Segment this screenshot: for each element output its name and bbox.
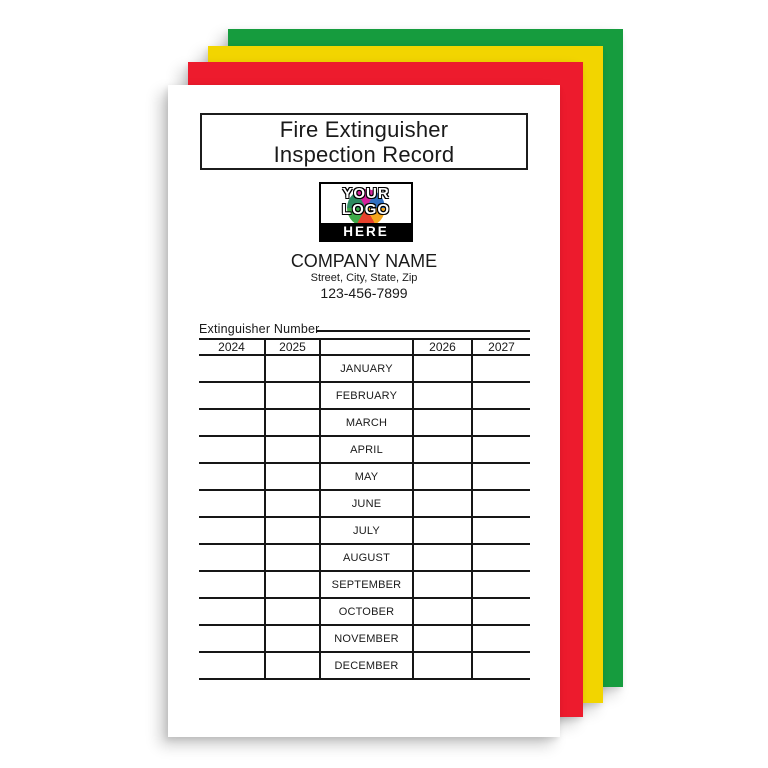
inspection-table-body xyxy=(199,355,530,679)
month-label: DECEMBER xyxy=(320,652,413,679)
inspection-entry-cell xyxy=(472,436,530,463)
inspection-entry-cell xyxy=(265,571,320,598)
inspection-entry-cell xyxy=(472,625,530,652)
company-phone: 123-456-7899 xyxy=(320,285,408,301)
inspection-entry-cell xyxy=(413,355,472,382)
inspection-entry-cell xyxy=(413,517,472,544)
inspection-entry-cell xyxy=(199,571,265,598)
inspection-entry-cell xyxy=(472,598,530,625)
inspection-table xyxy=(199,338,530,680)
month-label: AUGUST xyxy=(320,544,413,571)
inspection-entry-cell xyxy=(472,409,530,436)
inspection-entry-cell xyxy=(413,625,472,652)
month-label: SEPTEMBER xyxy=(320,571,413,598)
logo-text-here: HERE xyxy=(321,223,411,240)
extinguisher-number-blank-line xyxy=(317,330,530,332)
inspection-entry-cell xyxy=(265,652,320,679)
inspection-entry-cell xyxy=(472,355,530,382)
inspection-entry-cell xyxy=(265,544,320,571)
logo-text-your: YOUR xyxy=(342,185,390,202)
inspection-entry-cell xyxy=(199,436,265,463)
inspection-entry-cell xyxy=(472,517,530,544)
inspection-entry-cell xyxy=(413,409,472,436)
year-header-2024: 2024 xyxy=(199,339,265,355)
month-label: FEBRUARY xyxy=(320,382,413,409)
year-header-2025: 2025 xyxy=(265,339,320,355)
month-label: APRIL xyxy=(320,436,413,463)
inspection-entry-cell xyxy=(199,463,265,490)
inspection-row xyxy=(199,652,530,679)
inspection-entry-cell xyxy=(199,517,265,544)
inspection-entry-cell xyxy=(265,625,320,652)
month-label: MAY xyxy=(320,463,413,490)
inspection-entry-cell xyxy=(265,409,320,436)
month-label: JUNE xyxy=(320,490,413,517)
inspection-row xyxy=(199,625,530,652)
inspection-entry-cell xyxy=(265,517,320,544)
inspection-row xyxy=(199,517,530,544)
month-label: JANUARY xyxy=(320,355,413,382)
inspection-row xyxy=(199,490,530,517)
month-label: OCTOBER xyxy=(320,598,413,625)
inspection-entry-cell xyxy=(265,436,320,463)
inspection-entry-cell xyxy=(472,652,530,679)
inspection-entry-cell xyxy=(265,490,320,517)
inspection-entry-cell xyxy=(413,382,472,409)
inspection-row xyxy=(199,382,530,409)
inspection-entry-cell xyxy=(472,463,530,490)
inspection-entry-cell xyxy=(472,571,530,598)
inspection-entry-cell xyxy=(199,598,265,625)
title-line-1: Fire Extinguisher xyxy=(279,116,449,142)
inspection-entry-cell xyxy=(413,544,472,571)
inspection-entry-cell xyxy=(413,598,472,625)
logo-text-logo: LOGO xyxy=(341,201,391,218)
title-box xyxy=(200,113,528,170)
company-name: COMPANY NAME xyxy=(290,251,438,271)
inspection-entry-cell xyxy=(199,652,265,679)
inspection-row xyxy=(199,436,530,463)
company-address: Street, City, State, Zip xyxy=(310,272,418,284)
inspection-entry-cell xyxy=(472,490,530,517)
inspection-row xyxy=(199,355,530,382)
inspection-entry-cell xyxy=(265,598,320,625)
inspection-entry-cell xyxy=(265,355,320,382)
inspection-row xyxy=(199,571,530,598)
inspection-row xyxy=(199,463,530,490)
inspection-entry-cell xyxy=(199,490,265,517)
logo-placeholder xyxy=(319,182,413,242)
month-label: NOVEMBER xyxy=(320,625,413,652)
inspection-entry-cell xyxy=(472,544,530,571)
table-header-row xyxy=(199,339,530,355)
year-header-2027: 2027 xyxy=(472,339,530,355)
inspection-entry-cell xyxy=(199,355,265,382)
inspection-record-card xyxy=(168,85,560,737)
inspection-entry-cell xyxy=(199,544,265,571)
inspection-entry-cell xyxy=(199,625,265,652)
year-header-2026: 2026 xyxy=(413,339,472,355)
title-line-2: Inspection Record xyxy=(273,141,455,167)
extinguisher-number-label: Extinguisher Number xyxy=(199,322,320,336)
inspection-row xyxy=(199,598,530,625)
inspection-entry-cell xyxy=(199,409,265,436)
month-label: MARCH xyxy=(320,409,413,436)
inspection-row xyxy=(199,409,530,436)
inspection-entry-cell xyxy=(199,382,265,409)
inspection-entry-cell xyxy=(265,463,320,490)
inspection-entry-cell xyxy=(413,436,472,463)
month-label: JULY xyxy=(320,517,413,544)
inspection-entry-cell xyxy=(413,571,472,598)
inspection-row xyxy=(199,544,530,571)
inspection-entry-cell xyxy=(265,382,320,409)
inspection-entry-cell xyxy=(413,652,472,679)
inspection-entry-cell xyxy=(413,490,472,517)
month-header-spacer xyxy=(320,339,413,355)
inspection-entry-cell xyxy=(472,382,530,409)
inspection-entry-cell xyxy=(413,463,472,490)
